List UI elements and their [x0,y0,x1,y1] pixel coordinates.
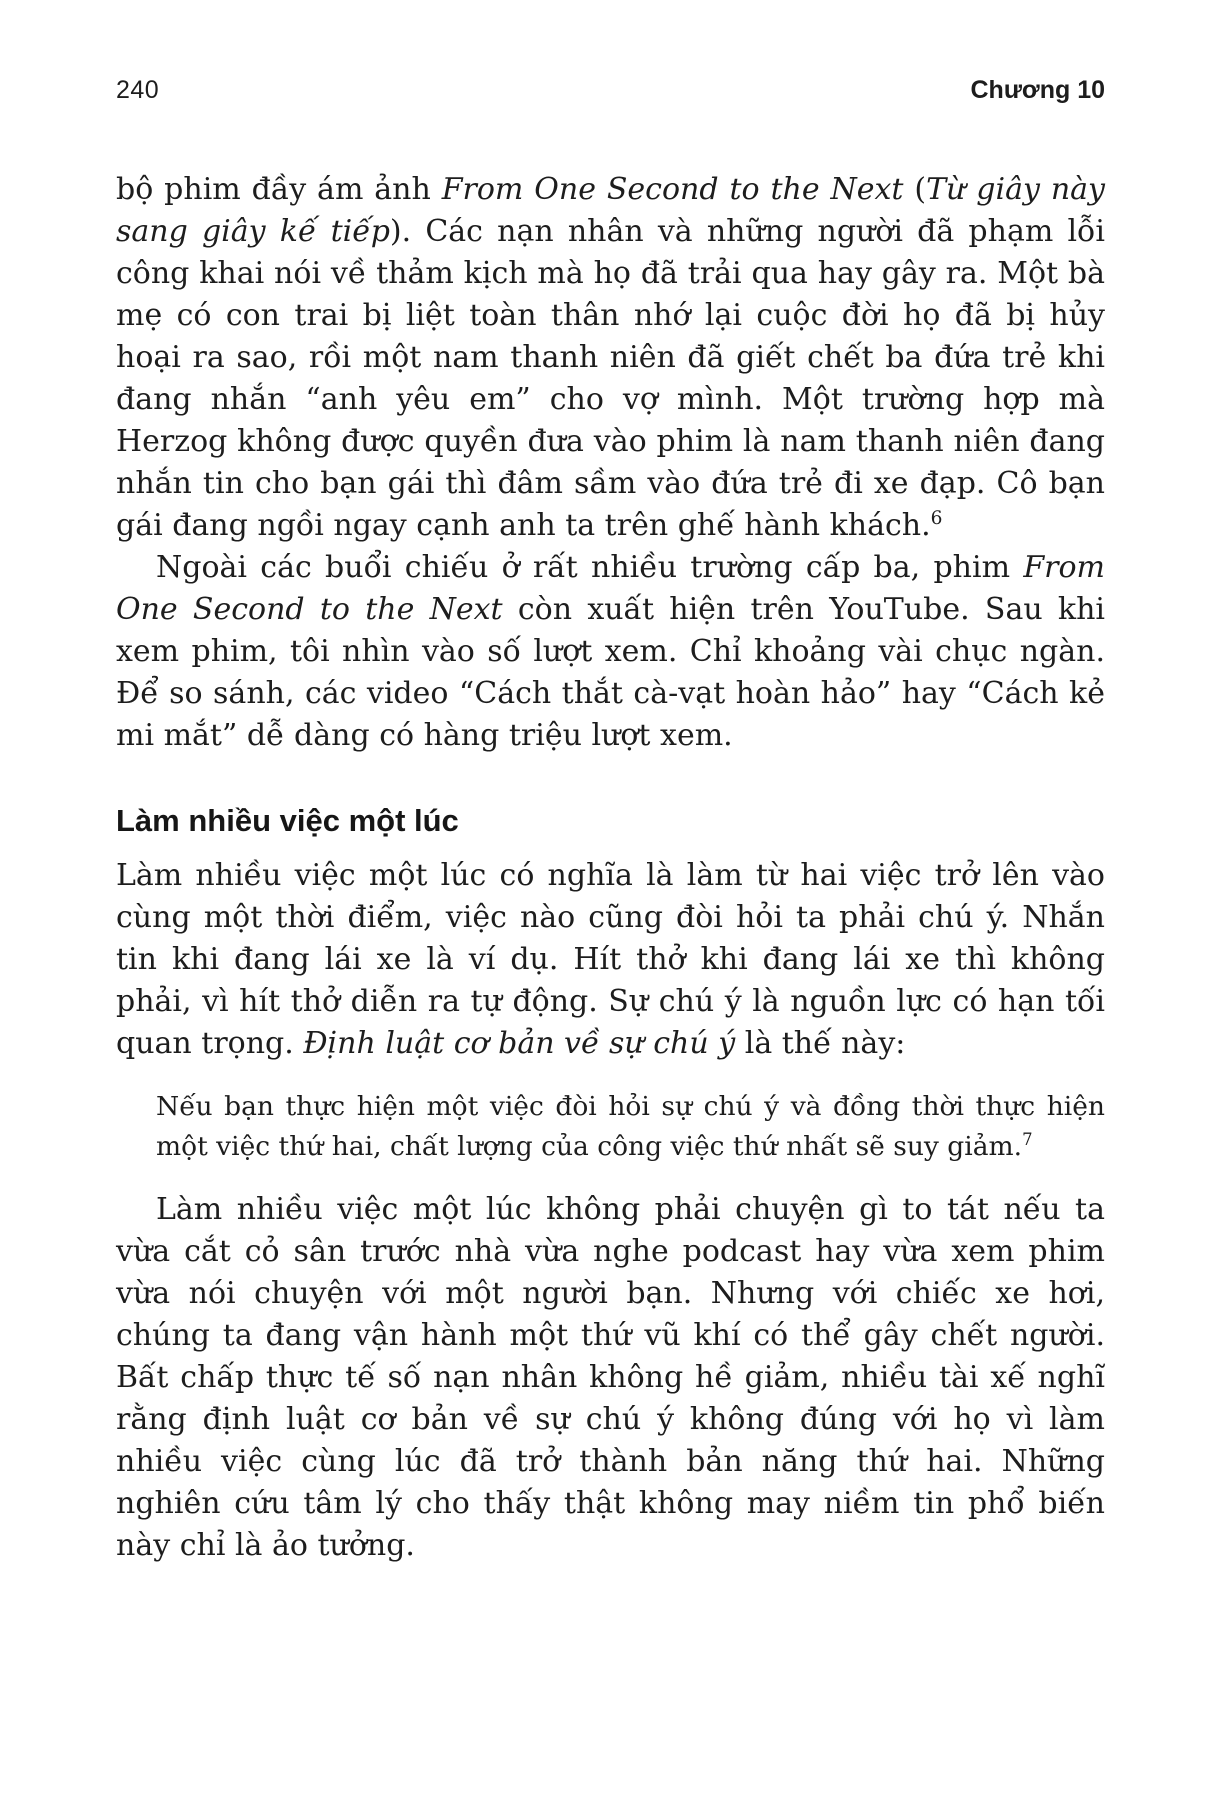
section-heading-multitasking: Làm nhiều việc một lúc [116,803,459,838]
page-number: 240 [116,76,160,104]
page-header [0,0,1221,105]
paragraph-multitask-definition: Làm nhiều việc một lúc có nghĩa là làm từ hai việc trở lên vào cùng một thời điểm, việc nào cũng đòi hỏi ta phải chú ý. Nhắn tin khi đang lái xe là ví dụ. Hít thở khi đang lái xe thì không phải, vì hít thở diễn ra tự động. Sự chú ý là nguồn lực có hạn tối quan trọng. Định luật cơ bản về sự chú ý là thế này: [116,858,1105,1061]
blockquote-attention-law: Nếu bạn thực hiện một việc đòi hỏi sự chú ý và đồng thời thực hiện một việc thứ hai, chất lượng của công việc thứ nhất sẽ suy giảm.$^7$ [156,1091,1105,1162]
page-body [0,169,1221,1567]
paragraph-youtube-views: Ngoài các buổi chiếu ở rất nhiều trường cấp ba, phim From One Second to the Next còn xuất hiện trên YouTube. Sau khi xem phim, tôi nhìn vào số lượt xem. Chỉ khoảng vài chục ngàn. Để so sánh, các video “Cách thắt cà-vạt hoàn hảo” hay “Cách kẻ mi mắt” dễ dàng có hàng triệu lượt xem. [116,550,1105,753]
chapter-label: Chương 10 [970,76,1105,104]
paragraph-film-victims: bộ phim đầy ám ảnh From One Second to the Next (Từ giây này sang giây kế tiếp). Các nạn nhân và những người đã phạm lỗi công khai nói về thảm kịch mà họ đã trải qua hay gây ra. Một bà mẹ có con trai bị liệt toàn thân nhớ lại cuộc đời họ đã bị hủy hoại ra sao, rồi một nam thanh niên đã giết chết ba đứa trẻ khi đang nhắn “anh yêu em” cho vợ mình. Một trường hợp mà Herzog không được quyền đưa vào phim là nam thanh niên đang nhắn tin cho bạn gái thì đâm sầm vào đứa trẻ đi xe đạp. Cô bạn gái đang ngồi ngay cạnh anh ta trên ghế hành khách.$^6$ [116,172,1106,543]
paragraph-multitask-risk: Làm nhiều việc một lúc không phải chuyện gì to tát nếu ta vừa cắt cỏ sân trước nhà vừa nghe podcast hay vừa xem phim vừa nói chuyện với một người bạn. Nhưng với chiếc xe hơi, chúng ta đang vận hành một thứ vũ khí có thể gây chết người. Bất chấp thực tế số nạn nhân không hề giảm, nhiều tài xế nghĩ rằng định luật cơ bản về sự chú ý không đúng với họ vì làm nhiều việc cùng lúc đã trở thành bản năng thứ hai. Những nghiên cứu tâm lý cho thấy thật không may niềm tin phổ biến này chỉ là ảo tưởng. [116,1192,1105,1563]
